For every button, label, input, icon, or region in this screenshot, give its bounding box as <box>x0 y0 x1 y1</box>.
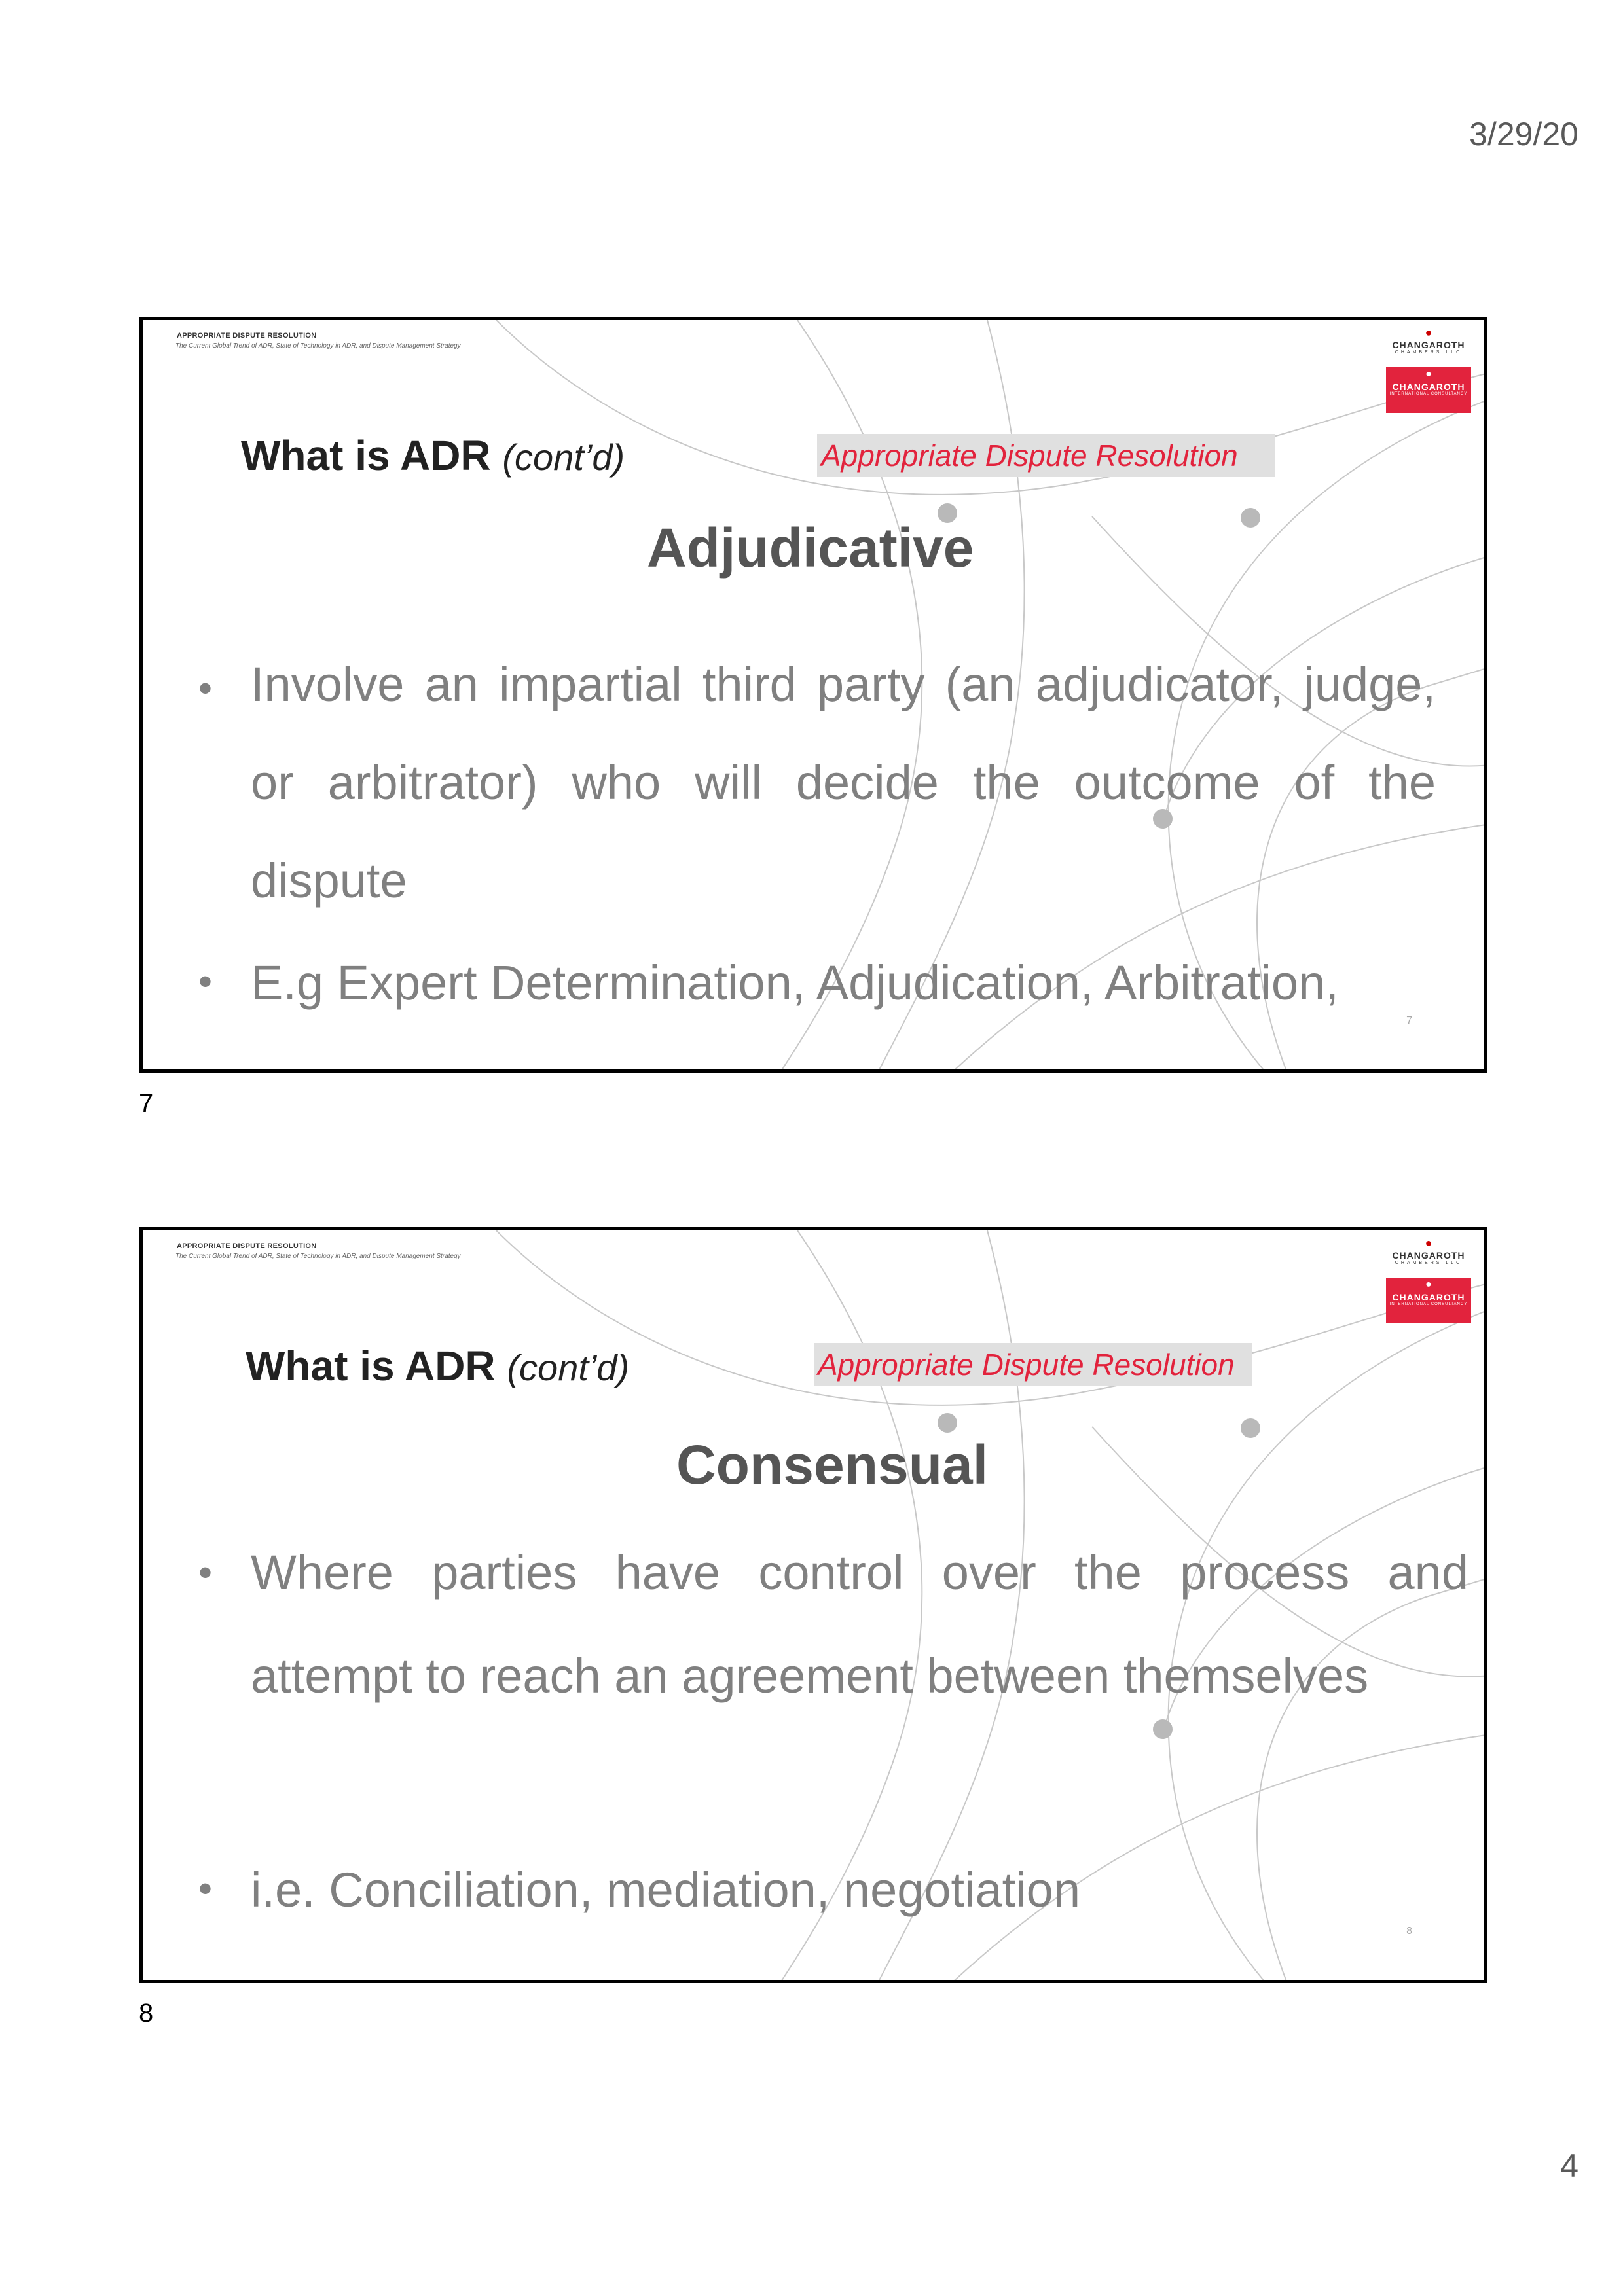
bullet-dot-icon: • <box>198 1867 213 1910</box>
logo-mark-icon: ● <box>1425 326 1432 339</box>
bullet-item <box>198 1545 1475 1820</box>
bullet-dot-icon: • <box>198 1551 213 1594</box>
bullet-dot-icon: • <box>198 960 213 1003</box>
section-heading: Consensual <box>676 1434 989 1496</box>
slide-title-main: What is ADR <box>241 432 491 479</box>
slide-title-main: What is ADR <box>246 1342 496 1390</box>
bullet-dot-icon: • <box>198 666 213 710</box>
bullet-item <box>198 954 1442 1019</box>
bullet-text: E.g Expert Determination, Adjudication, Arbitration, <box>251 956 1339 1010</box>
logo-consultancy-sub: INTERNATIONAL CONSULTANCY <box>1389 392 1468 396</box>
page-date: 3/29/20 <box>1469 116 1578 152</box>
slide-number: 8 <box>1406 1926 1412 1937</box>
slide-header-subtitle: The Current Global Trend of ADR, State of Technology in ADR, and Dispute Management Strategy <box>175 1253 461 1260</box>
bullet-text: i.e. Conciliation, mediation, negotiation <box>251 1863 1080 1917</box>
logo-chambers-sub: CHAMBERS LLC <box>1395 1261 1463 1265</box>
slide-header-title: APPROPRIATE DISPUTE RESOLUTION <box>177 332 317 340</box>
logo-box-mark-icon: ● <box>1425 368 1432 380</box>
slide-header-title: APPROPRIATE DISPUTE RESOLUTION <box>177 1242 317 1250</box>
logo-consultancy-name: CHANGAROTH <box>1392 1292 1465 1302</box>
adr-tag: Appropriate Dispute Resolution <box>817 434 1275 477</box>
slide-8 <box>139 1227 1487 1983</box>
slide-title <box>241 431 625 480</box>
logo-consultancy <box>1386 367 1471 413</box>
logo-mark-icon: ● <box>1425 1236 1432 1249</box>
slide-label: 7 <box>139 1089 154 1118</box>
logo-chambers-name: CHANGAROTH <box>1392 340 1465 350</box>
slide-title-contd: (cont’d) <box>502 437 625 478</box>
section-heading: Adjudicative <box>647 517 974 579</box>
slide-label: 8 <box>139 1999 154 2028</box>
bullet-item <box>198 657 1442 908</box>
logo-consultancy-name: CHANGAROTH <box>1392 382 1465 392</box>
page-number: 4 <box>1560 2147 1578 2184</box>
logo-box-mark-icon: ● <box>1425 1279 1432 1290</box>
bullet-text: Where parties have control over the process and attempt to reach an agreement between themselves <box>251 1545 1468 1703</box>
logo-chambers-name: CHANGAROTH <box>1392 1250 1465 1261</box>
logo-consultancy-sub: INTERNATIONAL CONSULTANCY <box>1389 1302 1468 1306</box>
bullet-text: Involve an impartial third party (an adjudicator, judge, or arbitrator) who will decide the outcome of the dispute <box>251 657 1436 908</box>
logo-chambers-sub: CHAMBERS LLC <box>1395 350 1463 355</box>
slide-7 <box>139 317 1487 1073</box>
slide-header-subtitle: The Current Global Trend of ADR, State of Technology in ADR, and Dispute Management Strategy <box>175 342 461 350</box>
adr-tag: Appropriate Dispute Resolution <box>814 1343 1252 1386</box>
logo-chambers <box>1386 1236 1471 1275</box>
slide-title <box>246 1342 629 1390</box>
logo-consultancy <box>1386 1278 1471 1323</box>
bullet-item <box>198 1861 1442 1926</box>
slide-number: 7 <box>1406 1015 1412 1026</box>
logo-chambers <box>1386 325 1471 365</box>
slide-title-contd: (cont’d) <box>507 1347 630 1388</box>
